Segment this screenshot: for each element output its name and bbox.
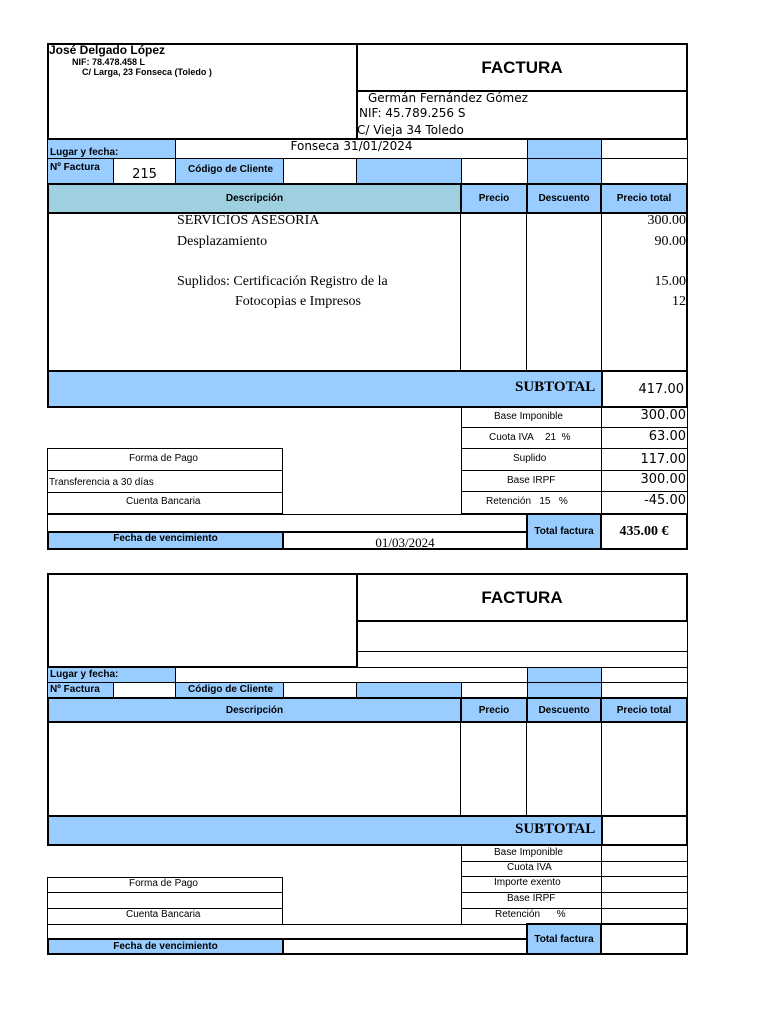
col-header-discount-2 bbox=[526, 697, 602, 723]
invoice-title-2: FACTURA bbox=[481, 587, 563, 607]
subtotal-label-2: SUBTOTAL bbox=[515, 821, 596, 837]
col-header-discount-2-text: Descuento bbox=[538, 704, 590, 716]
retencion-label-text: Retención bbox=[486, 496, 532, 507]
client-code-empty-1 bbox=[461, 158, 528, 184]
items-divider-2 bbox=[526, 213, 527, 370]
total-label-cell bbox=[526, 513, 602, 550]
items-divider-3 bbox=[601, 213, 602, 370]
base-imponible-value: 300.00 bbox=[640, 408, 686, 423]
base-irpf-value: 300.00 bbox=[640, 472, 686, 487]
place-date-empty-2 bbox=[601, 667, 688, 683]
due-date-value-cell bbox=[282, 531, 528, 550]
payment-rule-1 bbox=[47, 470, 283, 471]
col-header-price-2 bbox=[460, 697, 528, 723]
place-date-value-2 bbox=[175, 667, 528, 683]
items-divider-1 bbox=[460, 213, 461, 370]
client-code-blue-2 bbox=[356, 682, 462, 698]
retencion-label-2 bbox=[495, 909, 566, 920]
client-code-empty-2a bbox=[461, 682, 528, 698]
col-header-description-text: Descripción bbox=[225, 193, 284, 204]
payment-rule-2 bbox=[47, 492, 283, 493]
col-header-description-2 bbox=[47, 697, 462, 723]
summary-rule-2 bbox=[461, 448, 688, 449]
cuota-iva-label-2: Cuota IVA bbox=[507, 862, 552, 873]
place-date-label-2-text: Lugar y fecha: bbox=[50, 669, 119, 680]
client-code-value-2 bbox=[283, 682, 357, 698]
payment-method-value: Transferencia a 30 días bbox=[49, 477, 154, 488]
total-value: 435.00 € bbox=[619, 523, 669, 539]
items-divider-2-2 bbox=[526, 722, 527, 816]
client-code-value bbox=[283, 158, 357, 184]
items-body bbox=[47, 212, 688, 372]
col-header-discount bbox=[526, 183, 602, 214]
col-header-discount-text: Descuento bbox=[538, 193, 590, 204]
item-4-total: 12 bbox=[672, 294, 686, 309]
client-code-blue-cell bbox=[356, 158, 462, 184]
invoice-no-label-2 bbox=[47, 682, 114, 698]
client-box-2 bbox=[356, 620, 688, 668]
base-irpf-label-2: Base IRPF bbox=[507, 893, 556, 904]
summary-rule-1 bbox=[461, 427, 688, 428]
col-header-total-text: Precio total bbox=[616, 193, 672, 204]
base-imponible-label-2: Base Imponible bbox=[494, 847, 563, 858]
payment-method-label-2: Forma de Pago bbox=[129, 878, 198, 889]
items-divider-2-1 bbox=[460, 722, 461, 816]
invoice-no-value-text: 215 bbox=[132, 166, 157, 182]
col-header-total bbox=[600, 183, 688, 214]
retencion-pct: % bbox=[558, 496, 568, 507]
subtotal-value: 417.00 bbox=[638, 381, 684, 397]
total-label-cell-2 bbox=[526, 923, 602, 955]
retencion-rate: 15 bbox=[539, 496, 551, 507]
client-code-blue-cell-2 bbox=[527, 158, 602, 184]
client-code-empty-2b bbox=[601, 682, 688, 698]
suplido-value: 117.00 bbox=[640, 452, 686, 467]
base-irpf-label: Base IRPF bbox=[507, 475, 556, 486]
issuer-nif: NIF: 78.478.458 L bbox=[72, 57, 146, 67]
client-code-label bbox=[175, 158, 284, 184]
place-date-blue-cell bbox=[527, 139, 602, 159]
client-nif: NIF: 45.789.256 S bbox=[359, 106, 466, 120]
retencion-value: -45.00 bbox=[644, 493, 686, 508]
summary-value-column-2 bbox=[601, 845, 688, 925]
place-date-value-text: Fonseca 31/01/2024 bbox=[290, 139, 413, 153]
total-value-cell bbox=[600, 513, 688, 550]
item-1-total: 300.00 bbox=[647, 213, 686, 228]
col-header-total-2-text: Precio total bbox=[616, 704, 672, 716]
base-imponible-label: Base Imponible bbox=[494, 411, 563, 422]
invoice-title-box-2 bbox=[356, 573, 688, 622]
item-1-desc: SERVICIOS ASESORÍA bbox=[177, 213, 320, 228]
col-header-price-text: Precio bbox=[478, 193, 510, 204]
due-date-label: Fecha de vencimiento bbox=[113, 533, 218, 544]
issuer-name: José Delgado López bbox=[49, 43, 166, 57]
col-header-price-2-text: Precio bbox=[478, 704, 510, 716]
due-date-label-2: Fecha de vencimiento bbox=[113, 941, 218, 952]
invoice-no-value bbox=[113, 158, 176, 184]
payment-method-label: Forma de Pago bbox=[129, 453, 198, 464]
due-date-value-cell-2 bbox=[282, 938, 528, 955]
suplido-label: Suplido bbox=[513, 453, 547, 464]
cuota-iva-rate: 21 bbox=[544, 432, 557, 443]
due-date-label-cell bbox=[47, 531, 284, 550]
item-4-desc: Fotocopias e Impresos bbox=[235, 294, 361, 309]
invoice-no-label-2-text: Nº Factura bbox=[50, 684, 100, 695]
client-code-label-2 bbox=[175, 682, 284, 698]
due-date-value: 01/03/2024 bbox=[375, 534, 435, 550]
cuota-iva-value: 63.00 bbox=[648, 429, 686, 444]
issuer-address: C/ Larga, 23 Fonseca (Toledo ) bbox=[82, 67, 212, 77]
total-value-cell-2 bbox=[600, 923, 688, 955]
place-date-value bbox=[175, 139, 528, 159]
items-body-2 bbox=[47, 721, 688, 817]
due-date-label-cell-2 bbox=[47, 938, 284, 955]
summary-rule-4 bbox=[461, 491, 688, 492]
total-row-blank-2 bbox=[47, 924, 528, 939]
cuota-iva-pct: % bbox=[561, 432, 571, 443]
bank-account-label: Cuenta Bancaria bbox=[126, 496, 201, 507]
invoice-title: FACTURA bbox=[481, 57, 563, 77]
total-row-blank bbox=[47, 514, 528, 532]
retencion-label bbox=[486, 496, 568, 507]
subtotal-label: SUBTOTAL bbox=[515, 379, 596, 395]
client-code-label-text: Código de Cliente bbox=[188, 164, 273, 175]
cuota-iva-label-text: Cuota IVA bbox=[489, 432, 534, 443]
col-header-price bbox=[460, 183, 528, 214]
bank-account-label-2: Cuenta Bancaria bbox=[126, 909, 201, 920]
place-date-empty-cell bbox=[601, 139, 688, 159]
summary-rule-3 bbox=[461, 470, 688, 471]
col-header-description bbox=[47, 183, 462, 214]
invoice-no-label-text: Nº Factura bbox=[50, 162, 100, 173]
client-address: C/ Vieja 34 Toledo bbox=[357, 123, 464, 137]
client-rule-2 bbox=[356, 651, 688, 652]
invoice-no-value-2 bbox=[113, 682, 176, 698]
subtotal-value-cell bbox=[601, 370, 688, 408]
item-3-desc: Suplidos: Certificación Registro de la bbox=[177, 274, 388, 289]
importe-exento-label-2: Importe exento bbox=[494, 877, 561, 888]
invoice-no-label bbox=[47, 158, 114, 184]
client-name: Germán Fernández Gómez bbox=[368, 91, 528, 105]
subtotal-value-cell-2 bbox=[601, 815, 688, 846]
place-date-blue-2 bbox=[527, 667, 602, 683]
col-header-description-2-text: Descripción bbox=[225, 704, 284, 716]
summary2-rule-3 bbox=[461, 892, 688, 893]
invoice-title-box bbox=[356, 43, 688, 92]
items-divider-2-3 bbox=[601, 722, 602, 816]
retencion-label-2-text: Retención bbox=[495, 909, 541, 920]
item-3-total: 15.00 bbox=[654, 274, 686, 289]
place-date-label bbox=[47, 139, 176, 159]
col-header-total-2 bbox=[600, 697, 688, 723]
issuer-box-2 bbox=[47, 573, 358, 668]
place-date-label-2 bbox=[47, 667, 176, 683]
retencion-pct-2: % bbox=[556, 909, 566, 920]
item-2-desc: Desplazamiento bbox=[177, 234, 268, 249]
item-2-total: 90.00 bbox=[654, 234, 686, 249]
total-label: Total factura bbox=[534, 526, 594, 537]
payment2-rule-1 bbox=[47, 892, 283, 893]
cuota-iva-label bbox=[489, 432, 571, 443]
total-label-2: Total factura bbox=[534, 933, 594, 945]
client-code-label-2-text: Código de Cliente bbox=[188, 684, 273, 695]
client-code-empty-2 bbox=[601, 158, 688, 184]
summary2-rule-1 bbox=[461, 861, 688, 862]
client-code-blue-2b bbox=[527, 682, 602, 698]
place-date-label-text: Lugar y fecha: bbox=[50, 146, 119, 158]
